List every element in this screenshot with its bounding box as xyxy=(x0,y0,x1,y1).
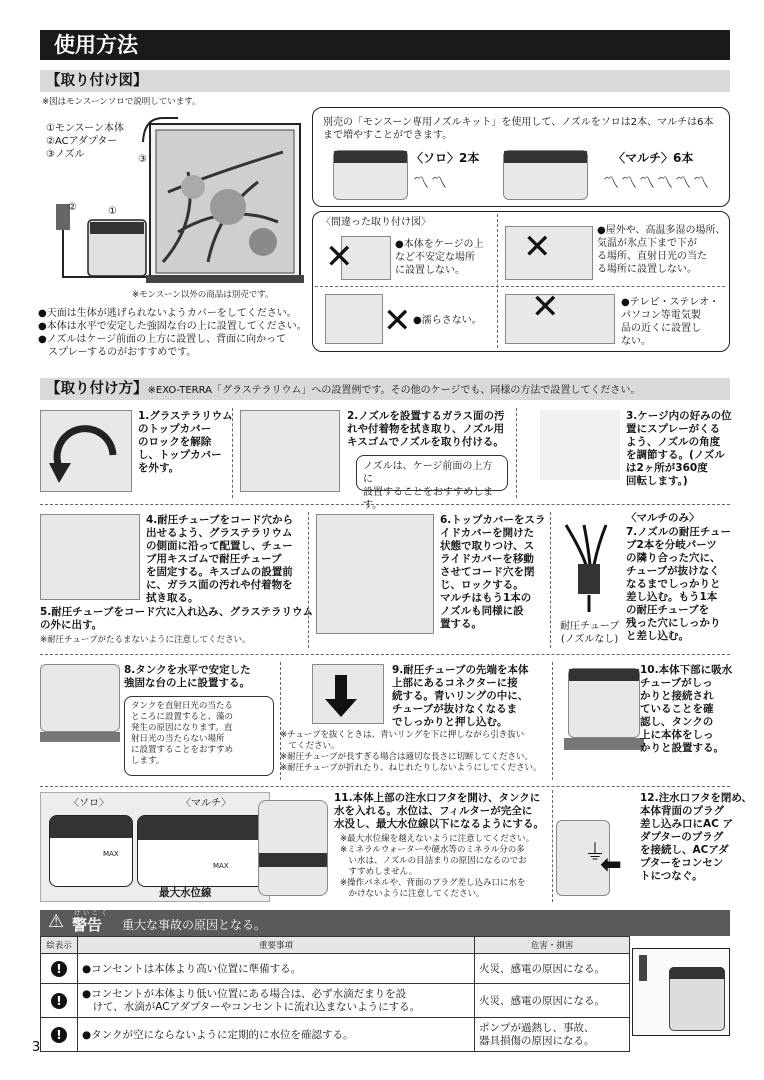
bullet-item: ●天面は生体が逃げられないようカバーをしてください。 xyxy=(38,308,297,319)
bullet-item: ●本体は水平で安定した強固な台の上に設置してください。 xyxy=(38,321,307,332)
matter-cell xyxy=(78,954,475,984)
step3-text xyxy=(626,410,732,488)
note-line: い水は、ノズルの目詰まりの原因になるのでお xyxy=(340,856,527,866)
label-num2: ② xyxy=(68,202,77,213)
step-line: なるまでしっかりと xyxy=(626,578,721,590)
step-line: ていることを確 xyxy=(640,703,714,715)
plug-icon: ⏚ xyxy=(584,841,607,866)
col-danger-header: 危害・損害 xyxy=(475,937,630,954)
divider xyxy=(552,662,553,780)
divider xyxy=(40,654,730,655)
step9-notes xyxy=(280,730,541,774)
step2-text xyxy=(347,410,505,449)
divider xyxy=(232,408,233,498)
step-line: イドカバーを開けた xyxy=(440,527,535,539)
tube-label xyxy=(560,620,619,646)
step-line: かりと設置する。 xyxy=(640,742,724,754)
note-line: ※操作パネルや、背面のプラグ差し込み口に水を xyxy=(340,878,526,888)
electronics-illustration xyxy=(505,294,615,344)
page-number: 3 xyxy=(32,1040,41,1055)
callout-line: 射日光の当たらない場所 xyxy=(131,734,225,744)
callout-line: 発生の原因になります。直 xyxy=(131,723,233,733)
divider xyxy=(40,504,730,505)
step-line: 上に本体をしっ xyxy=(640,729,714,741)
divider xyxy=(516,408,517,498)
part-item: ②ACアダプター xyxy=(46,136,118,147)
step-line: の隣り合った穴に、 xyxy=(626,552,721,564)
wrong-item-4 xyxy=(621,296,719,348)
step11-tank-panel xyxy=(40,792,270,902)
part-item: ①モンスーン本体 xyxy=(46,123,124,134)
tube-label-line: (ノズルなし) xyxy=(560,634,619,645)
step-line: チューブがしっ xyxy=(640,677,713,689)
table-row xyxy=(41,954,630,984)
stand-illustration xyxy=(40,732,120,742)
wrong-item-line: る場所に設置しない。 xyxy=(597,264,697,275)
nozzle-kit-box xyxy=(312,107,730,207)
step4-illustration xyxy=(40,514,140,600)
divider xyxy=(550,512,551,648)
note-line: ※耐圧チューブが長すぎる場合は適切な長さに切断してください。 xyxy=(280,752,533,762)
wrong-item-line: 気温が氷点下まで下が xyxy=(597,238,697,249)
step-line: 5.耐圧チューブをコード穴に入れ込み、グラステラリウム xyxy=(40,606,313,618)
terrarium-drawing xyxy=(48,112,308,287)
step-line: チューブが抜けなくなるま xyxy=(392,703,518,715)
step-line: し、トップカバー xyxy=(138,449,222,461)
step-line: じ、ロックする。 xyxy=(440,579,524,591)
step2-illustration xyxy=(240,410,340,492)
matter-line: ●コンセントが本体より低い位置にある場合は、必ず水滴だまりを設 xyxy=(82,987,407,1000)
step-line: 11.本体上部の注水口フタを開け、タンクに xyxy=(334,792,541,804)
step4-text xyxy=(146,514,293,605)
install-diagram-header xyxy=(40,70,730,92)
step2-callout xyxy=(356,455,508,511)
step-line: を外す。 xyxy=(138,462,180,474)
step-line: 3.ケージ内の好みの位 xyxy=(626,410,732,422)
callout-line: タンクを直射日光の当たる xyxy=(131,701,233,711)
step6-illustration xyxy=(316,514,434,634)
wrong-item-1 xyxy=(395,238,484,277)
step-line: を接続し、ACアダ xyxy=(640,844,729,856)
install-diagram-title: 【取り付け図】 xyxy=(46,73,148,89)
step-line: 拭き取る。 xyxy=(146,592,199,604)
step8-tank-illustration xyxy=(40,664,120,732)
exclamation-icon: ! xyxy=(51,961,67,977)
step-line: と差し込む。 xyxy=(626,630,689,642)
note-line: てください。 xyxy=(280,741,340,751)
page-title: 使用方法 xyxy=(40,30,730,60)
warning-header xyxy=(40,910,730,936)
danger-line: 器具損傷の原因になる。 xyxy=(479,1034,595,1047)
icon-cell xyxy=(41,984,78,1018)
max-level-label: 最大水位線 xyxy=(159,887,212,899)
divider xyxy=(315,286,725,287)
step-line: マルチはもう1本の xyxy=(440,592,532,604)
multi-nozzles-icon: 〽〽〽〽〽〽 xyxy=(603,173,712,192)
step-line: ブ用キスゴムで耐圧チューブ xyxy=(146,553,282,565)
icon-cell xyxy=(41,1018,78,1052)
step-line: 続する。青いリングの中に、 xyxy=(392,690,529,702)
solo-tank xyxy=(49,815,133,887)
step-line: ダプターのプラグ xyxy=(640,831,724,843)
step-line: に、ガラス面の汚れや付着物を xyxy=(146,579,293,591)
step-line: は2ヶ所が360度 xyxy=(626,462,708,474)
matter-line: ●コンセントは本体より高い位置に準備する。 xyxy=(82,963,302,975)
install-bullets xyxy=(38,307,313,359)
step-line: 回転します。) xyxy=(626,475,688,487)
step-line: の耐圧チューブを xyxy=(626,604,710,616)
step-line: 状態で取りつけ、ス xyxy=(440,540,535,552)
step-line: 強固な台の上に設置する。 xyxy=(124,677,250,689)
danger-line: 火災、感電の原因になる。 xyxy=(479,963,605,975)
down-arrow-icon xyxy=(313,665,383,723)
callout-line: 設置することをおすすめします。 xyxy=(363,487,494,511)
note-line: かけないように注意してください。 xyxy=(340,889,485,899)
step8-text xyxy=(124,664,251,690)
step-line: よう、ノズルの角度 xyxy=(626,436,721,448)
nozzle-kit-text1: 別売の「モンスーン専用ノズルキット」を使用して、ノズルをソロは2本、マルチは6本 xyxy=(323,117,714,128)
step11-notes xyxy=(340,834,534,900)
step-line: れや付着物を拭き取り、ノズル用 xyxy=(347,423,505,435)
multi-only-label: 〈マルチのみ〉 xyxy=(626,512,700,524)
step-line: トにつなぐ。 xyxy=(640,870,703,882)
exclamation-icon: ! xyxy=(51,1027,67,1043)
multi-tank xyxy=(137,815,267,887)
wrong-item-line: ●テレビ・ステレオ・ xyxy=(621,297,720,308)
divider xyxy=(552,790,553,902)
wrong-item-line: 品の近くに設置し xyxy=(621,323,701,334)
danger-cell xyxy=(475,954,630,984)
divider xyxy=(308,512,309,648)
warning-triangle-icon: ⚠ xyxy=(48,911,65,932)
step9-text xyxy=(392,664,528,729)
step-line: 4.耐圧チューブをコード穴から xyxy=(146,514,293,526)
step-line: 7.ノズルの耐圧チュー xyxy=(626,526,732,538)
step11-text xyxy=(334,792,544,831)
danger-line: 火災、感電の原因になる。 xyxy=(479,995,605,1007)
step-line: を固定する。キスゴムの設置前 xyxy=(146,566,293,578)
how-to-subtitle: ※EXO-TERRA「グラステラリウム」への設置例です。その他のケージでも、同様の方法で設置してください。 xyxy=(147,385,641,396)
step3-illustration xyxy=(540,410,620,480)
matter-line: ●タンクが空にならないように定期的に水位を確認する。 xyxy=(82,1029,354,1041)
matter-line: けて、水滴がACアダプターやコンセントに流れ込まないようにする。 xyxy=(82,1000,421,1013)
step-line: させてコード穴を閉 xyxy=(440,566,535,578)
label-num3: ③ xyxy=(138,154,147,165)
step-line: プターをコンセン xyxy=(640,857,724,869)
callout-line: ノズルは、ケージ前面の上方に xyxy=(363,461,493,485)
multi-tag: 〈マルチ〉 xyxy=(181,798,231,809)
tube-label-line: 耐圧チューブ xyxy=(560,621,620,632)
step-line: の側面に沿って配置し、チュー xyxy=(146,540,293,552)
warning-subtitle: 重大な事故の原因となる。 xyxy=(122,918,267,932)
diagram-note: ※図はモンスーンソロで説明しています。 xyxy=(42,97,201,107)
step-line: 差し込む。もう1本 xyxy=(626,591,718,603)
x-mark-icon: ✕ xyxy=(383,301,412,341)
nozzle-kit-text2: まで増やすことができます。 xyxy=(323,130,453,141)
solo-nozzles-icon: 〽〽 xyxy=(413,173,450,192)
solo-label: 〈ソロ〉2本 xyxy=(411,151,480,165)
arrow-left-icon: ⬅ xyxy=(600,850,622,880)
warning-illustration xyxy=(632,948,730,1036)
wrong-item-line: パソコン等電気製 xyxy=(621,310,701,321)
x-mark-icon: ✕ xyxy=(325,237,354,277)
step10-illustration xyxy=(568,668,640,738)
max-label: MAX xyxy=(103,850,119,858)
terrarium-illustration xyxy=(48,112,308,287)
branch-parts-icon xyxy=(556,520,616,615)
wrong-install-title: 〈間違った取り付け図〉 xyxy=(321,217,431,228)
x-mark-icon: ✕ xyxy=(523,227,552,267)
wrong-install-box xyxy=(312,211,730,352)
max-label: MAX xyxy=(213,862,229,870)
step-line: 6.トップカバーをスラ xyxy=(440,514,546,526)
step-line: 2.ノズルを設置するガラス面の汚 xyxy=(347,410,505,422)
table-header-row xyxy=(41,937,630,954)
callout-line: します。 xyxy=(131,756,165,766)
note-line: ※チューブを抜くときは、青いリングを下に押しながら引き抜い xyxy=(280,730,525,740)
step9-illustration xyxy=(312,664,384,724)
note-line: ※耐圧チューブが折れたり、ねじれたりしないようにしてください。 xyxy=(280,763,542,773)
step-line: 残った穴にしっかり xyxy=(626,617,721,629)
step-line: チューブが抜けなく xyxy=(626,565,720,577)
col-icon-header: 絵表示 xyxy=(41,937,78,954)
solo-tag: 〈ソロ〉 xyxy=(69,798,109,809)
step-line: のトップカバー xyxy=(138,423,212,435)
step-line: 出せるよう、グラステラリウム xyxy=(146,527,293,539)
step-line: 本体背面のプラグ xyxy=(640,805,724,817)
step6-text xyxy=(440,514,545,631)
step7-text xyxy=(626,526,731,643)
multi-label: 〈マルチ〉6本 xyxy=(613,151,694,165)
bullet-item: ●ノズルはケージ前面の上方に設置し、背面に向かって xyxy=(38,334,287,345)
exclamation-icon: ! xyxy=(51,993,67,1009)
wet-unit-illustration xyxy=(325,294,383,344)
part-item: ③ノズル xyxy=(46,149,85,160)
how-to-title: 【取り付け方】 xyxy=(46,381,148,397)
rotate-arrow-icon xyxy=(41,411,131,491)
step-line: ノズルも同様に設 xyxy=(440,605,524,617)
step-line: 上部にあるコネクターに接 xyxy=(392,677,518,689)
matter-cell xyxy=(78,984,475,1018)
step8-callout xyxy=(124,696,274,776)
divider xyxy=(40,786,730,787)
note-line: ※ミネラルウォーターや硬水等のミネラル分の多 xyxy=(340,845,525,855)
danger-line: ポンプが過熱し、事故、 xyxy=(479,1021,595,1034)
divider xyxy=(497,214,498,348)
step1-text xyxy=(138,410,233,475)
step-line: 差し込み口にAC ア xyxy=(640,818,733,830)
callout-line: に設置することをおすすめ xyxy=(131,745,234,755)
step-line: の外に出す。 xyxy=(40,619,103,631)
step-line: 認し、タンクの xyxy=(640,716,714,728)
step-line: 置する。 xyxy=(440,618,482,630)
wrong-item-line: ●屋外や、高温多湿の場所、 xyxy=(597,225,726,236)
step7-illustration xyxy=(556,520,616,615)
warning-table xyxy=(40,936,630,1052)
stand-illustration xyxy=(564,738,644,750)
wrong-item-2 xyxy=(597,224,726,276)
step-line: 8.タンクを水平で安定した xyxy=(124,664,251,676)
step10-text xyxy=(640,664,732,755)
wrong-item-line: など不安定な場所 xyxy=(395,252,475,263)
step-line: 1.グラステラリウム xyxy=(138,410,233,422)
step-line: 水を入れる。水位は、フィルターが完全に xyxy=(334,805,533,817)
wrong-item-line: る場所、直射日光の当た xyxy=(597,251,707,262)
warning-title: 警告 xyxy=(72,916,103,934)
warning-ruby: けいこく xyxy=(74,910,111,917)
x-mark-icon: ✕ xyxy=(531,287,560,327)
step-line: かりと接続され xyxy=(640,690,714,702)
label-num1: ① xyxy=(108,206,117,217)
danger-cell xyxy=(475,984,630,1018)
wrong-item-line: ●本体をケージの上 xyxy=(395,239,484,250)
other-products-note: ※モンスーン以外の商品は別売です。 xyxy=(132,290,274,300)
step5-note: ※耐圧チューブがたるまないように注意してください。 xyxy=(40,635,251,645)
col-matter-header: 重要事項 xyxy=(78,937,475,954)
table-row xyxy=(41,1018,630,1052)
step12-text xyxy=(640,792,752,883)
step-line: ライドカバーを移動 xyxy=(440,553,534,565)
step-line: ブ2本を分岐パーツ xyxy=(626,539,717,551)
step-line: 9.耐圧チューブの先端を本体 xyxy=(392,664,529,676)
step-line: 10.本体下部に吸水 xyxy=(640,664,733,676)
step-line: のロックを解除 xyxy=(138,436,212,448)
table-row xyxy=(41,984,630,1018)
note-line: ※最大水位線を越えないように注意してください。 xyxy=(340,834,535,844)
step-line: 置にスプレーがくる xyxy=(626,423,721,435)
icon-cell xyxy=(41,954,78,984)
wrong-item-line: に設置しない。 xyxy=(395,265,465,276)
step-line: 12.注水口フタを閉め、 xyxy=(640,792,752,804)
wrong-item-3: ●濡らさない。 xyxy=(413,315,482,326)
step1-illustration xyxy=(40,410,132,492)
bullet-item: スプレーするのがおすすめです。 xyxy=(38,347,197,358)
step-line: 水没し、最大水位線以下になるようにする。 xyxy=(334,818,544,830)
matter-cell xyxy=(78,1018,475,1052)
step-line: でしっかりと押し込む。 xyxy=(392,716,508,728)
step11-pour-illustration xyxy=(258,800,328,896)
danger-cell xyxy=(475,1018,630,1052)
wrong-item-line: ない。 xyxy=(621,336,651,347)
multi-unit-illustration xyxy=(503,150,588,200)
step-line: キスゴムでノズルを取り付ける。 xyxy=(347,436,504,448)
callout-line: ところに設置すると、藻の xyxy=(131,712,234,722)
step-line: を調節する。(ノズル xyxy=(626,449,725,461)
how-to-header xyxy=(40,378,730,400)
note-line: すすめしません。 xyxy=(340,867,418,877)
solo-unit-illustration xyxy=(333,150,408,200)
step5-text xyxy=(40,606,313,632)
